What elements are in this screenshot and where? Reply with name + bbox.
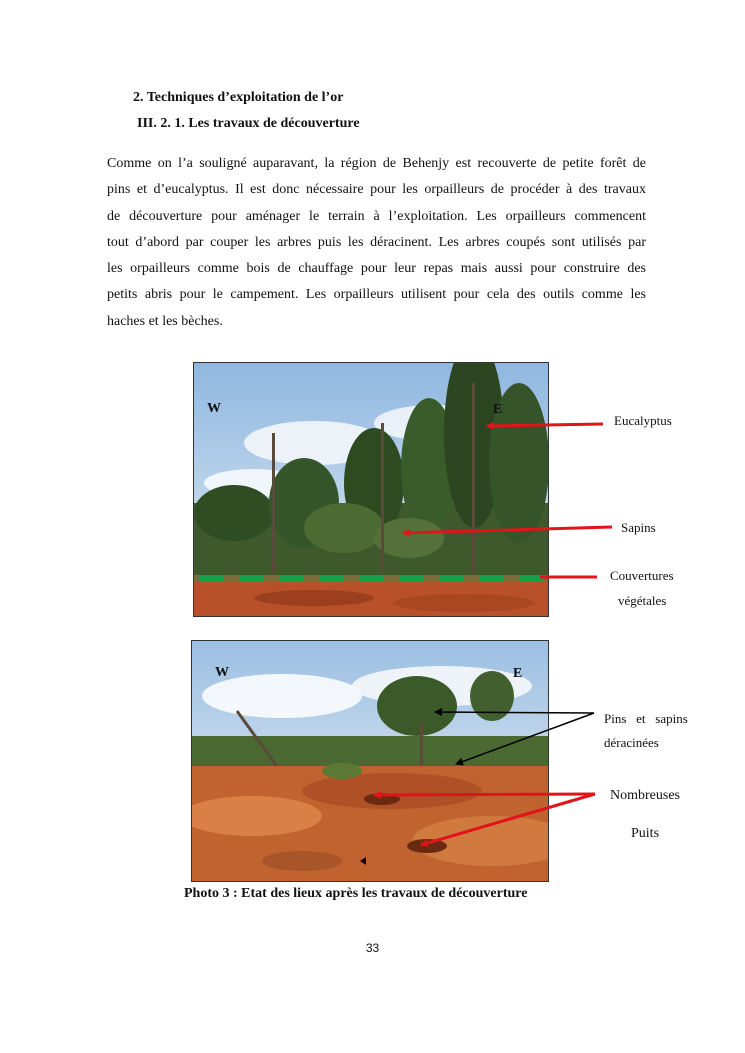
section-heading: 2. Techniques d’exploitation de l’or [133,90,344,105]
photo-caption: Photo 3 : Etat des lieux après les travaux de découverture [184,886,528,901]
label-couvertures: Couvertures [610,568,674,583]
east-marker: E [493,402,503,417]
label-nombreuses: Nombreuses [610,788,680,803]
paragraph-line: tout d’abord par couper les arbres puis les déracinent. Les arbres coupés sont utilisés par [107,234,646,250]
east-marker: E [513,666,523,681]
paragraph-line: Comme on l’a souligné auparavant, la région de Behenjy est recouverte de petite forêt de [107,156,646,171]
label-deracinees: déracinées [604,735,659,750]
label-eucalyptus: Eucalyptus [614,413,672,428]
paragraph-line: petits abris pour le campement. Les orpailleurs utilisent pour cela des outils comme les [107,287,646,303]
label-sapins: Sapins [621,520,656,535]
cleared-site-photo [191,640,549,882]
west-marker: W [215,665,229,680]
label-puits: Puits [631,826,660,841]
paragraph-line: de découverture pour aménager le terrain à l’exploitation. Les orpailleurs commencent [107,208,646,224]
paragraph-line: les orpailleurs comme bois de chauffage pour leur repas mais aussi pour construire des [107,261,646,277]
paragraph-line: haches et les bèches. [107,313,223,329]
subsection-heading: III. 2. 1. Les travaux de découverture [137,116,360,131]
body-paragraph [107,155,646,339]
label-vegetales: végétales [618,593,667,608]
west-marker: W [207,401,221,416]
forest-photo [193,362,549,617]
label-pins-sapins: Pins et sapins [604,711,688,726]
paragraph-line: pins et d’eucalyptus. Il est donc nécessaire pour les orpailleurs de procéder à des travaux [107,182,646,198]
page-number: 33 [365,941,380,955]
